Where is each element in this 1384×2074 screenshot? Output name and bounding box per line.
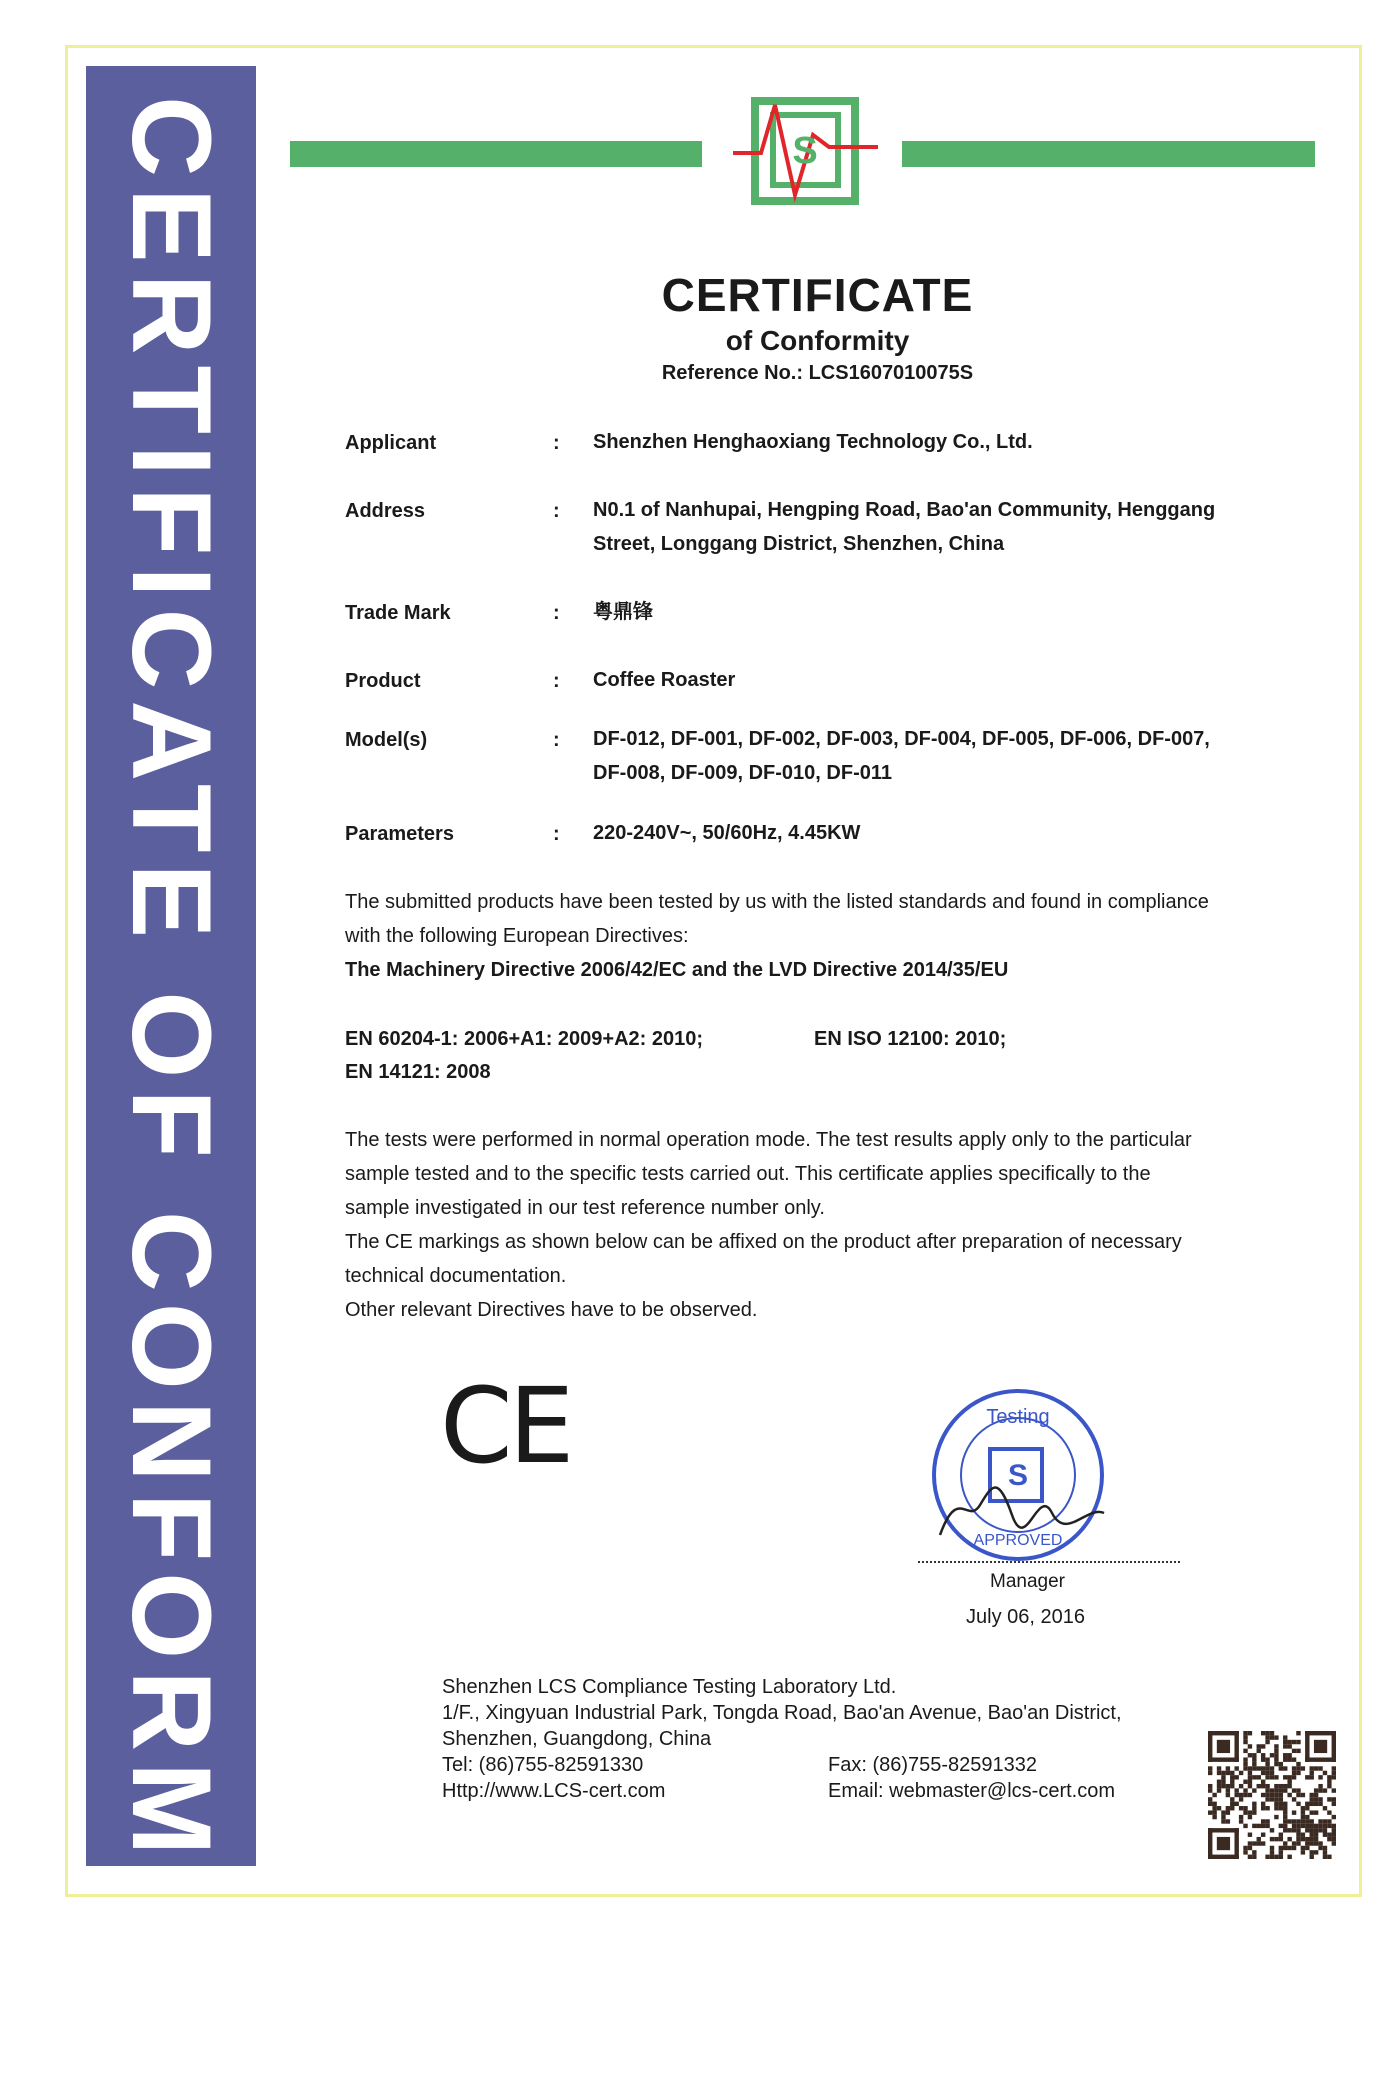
detail-colon: : bbox=[553, 670, 560, 692]
compliance-line: The submitted products have been tested by us with the listed standards and found in compliance bbox=[345, 891, 1209, 913]
note-line: The tests were performed in normal operation mode. The test results apply only to the particular bbox=[345, 1129, 1192, 1151]
compliance-statement bbox=[345, 885, 1305, 987]
header-bar-right bbox=[902, 141, 1315, 167]
detail-value: DF-008, DF-009, DF-010, DF-011 bbox=[593, 762, 892, 784]
sidebar-title: CERTIFICATE OF CONFORMITY bbox=[109, 96, 234, 2074]
footer-address-line2: Shenzhen, Guangdong, China bbox=[442, 1728, 712, 1750]
svg-text:S: S bbox=[1007, 1459, 1029, 1492]
certificate-subtitle: of Conformity bbox=[725, 325, 910, 356]
detail-label: Address bbox=[345, 500, 426, 522]
directives-line: The Machinery Directive 2006/42/EC and the LVD Directive 2014/35/EU bbox=[345, 959, 1009, 981]
standard-en60204: EN 60204-1: 2006+A1: 2009+A2: 2010; bbox=[345, 1028, 704, 1050]
standard-en-iso12100: EN ISO 12100: 2010; bbox=[814, 1028, 1007, 1050]
footer-address-line1: 1/F., Xingyuan Industrial Park, Tongda Road, Bao'an Avenue, Bao'an District, bbox=[442, 1702, 1122, 1724]
lcs-logo-icon bbox=[733, 95, 878, 210]
footer-fax: Fax: (86)755-82591332 bbox=[828, 1754, 1038, 1776]
detail-label: Product bbox=[345, 670, 421, 692]
detail-value: Street, Longgang District, Shenzhen, China bbox=[593, 533, 1005, 555]
detail-colon: : bbox=[553, 729, 560, 751]
standard-en14121: EN 14121: 2008 bbox=[345, 1061, 491, 1083]
approved-stamp-icon bbox=[928, 1385, 1108, 1565]
note-line: The CE markings as shown below can be affixed on the product after preparation of necessary bbox=[345, 1231, 1182, 1253]
note-line: Other relevant Directives have to be observed. bbox=[345, 1299, 758, 1321]
note-line: sample tested and to the specific tests carried out. This certificate applies specifically to the bbox=[345, 1163, 1151, 1185]
detail-value: 220-240V~, 50/60Hz, 4.45KW bbox=[593, 822, 861, 844]
detail-value: DF-012, DF-001, DF-002, DF-003, DF-004, DF-005, DF-006, DF-007, bbox=[593, 728, 1210, 750]
test-notes bbox=[345, 1123, 1305, 1327]
note-line: sample investigated in our test reference number only. bbox=[345, 1197, 825, 1219]
footer-email[interactable]: Email: webmaster@lcs-cert.com bbox=[828, 1780, 1116, 1802]
detail-label: Applicant bbox=[345, 432, 437, 454]
detail-colon: : bbox=[553, 602, 560, 624]
qr-code-icon[interactable] bbox=[1208, 1731, 1336, 1859]
header-bar-left bbox=[290, 141, 702, 167]
detail-value: 粤鼎锋 bbox=[593, 601, 653, 623]
svg-text:APPROVED: APPROVED bbox=[973, 1532, 1063, 1549]
detail-colon: : bbox=[553, 823, 560, 845]
logo-letter: S bbox=[792, 130, 818, 172]
detail-value: Shenzhen Henghaoxiang Technology Co., Ltd. bbox=[593, 431, 1033, 453]
svg-text:Testing: Testing bbox=[986, 1406, 1050, 1428]
signature-line bbox=[918, 1561, 1180, 1563]
detail-value: N0.1 of Nanhupai, Hengping Road, Bao'an Community, Henggang bbox=[593, 499, 1216, 521]
detail-label: Parameters bbox=[345, 823, 454, 845]
signature-role: Manager bbox=[990, 1571, 1065, 1592]
reference-number: Reference No.: LCS1607010075S bbox=[661, 362, 974, 384]
issue-date: July 06, 2016 bbox=[966, 1606, 1085, 1628]
detail-label: Model(s) bbox=[345, 729, 428, 751]
detail-label: Trade Mark bbox=[345, 602, 451, 624]
detail-colon: : bbox=[553, 432, 560, 454]
compliance-line: with the following European Directives: bbox=[345, 925, 689, 947]
ce-mark: CE bbox=[440, 1365, 571, 1487]
detail-colon: : bbox=[553, 500, 560, 522]
detail-value: Coffee Roaster bbox=[593, 669, 736, 691]
footer-tel: Tel: (86)755-82591330 bbox=[442, 1754, 644, 1776]
note-line: technical documentation. bbox=[345, 1265, 567, 1287]
footer-website[interactable]: Http://www.LCS-cert.com bbox=[442, 1780, 666, 1802]
footer-company: Shenzhen LCS Compliance Testing Laboratory Ltd. bbox=[442, 1676, 897, 1698]
certificate-title: CERTIFICATE bbox=[661, 269, 974, 321]
